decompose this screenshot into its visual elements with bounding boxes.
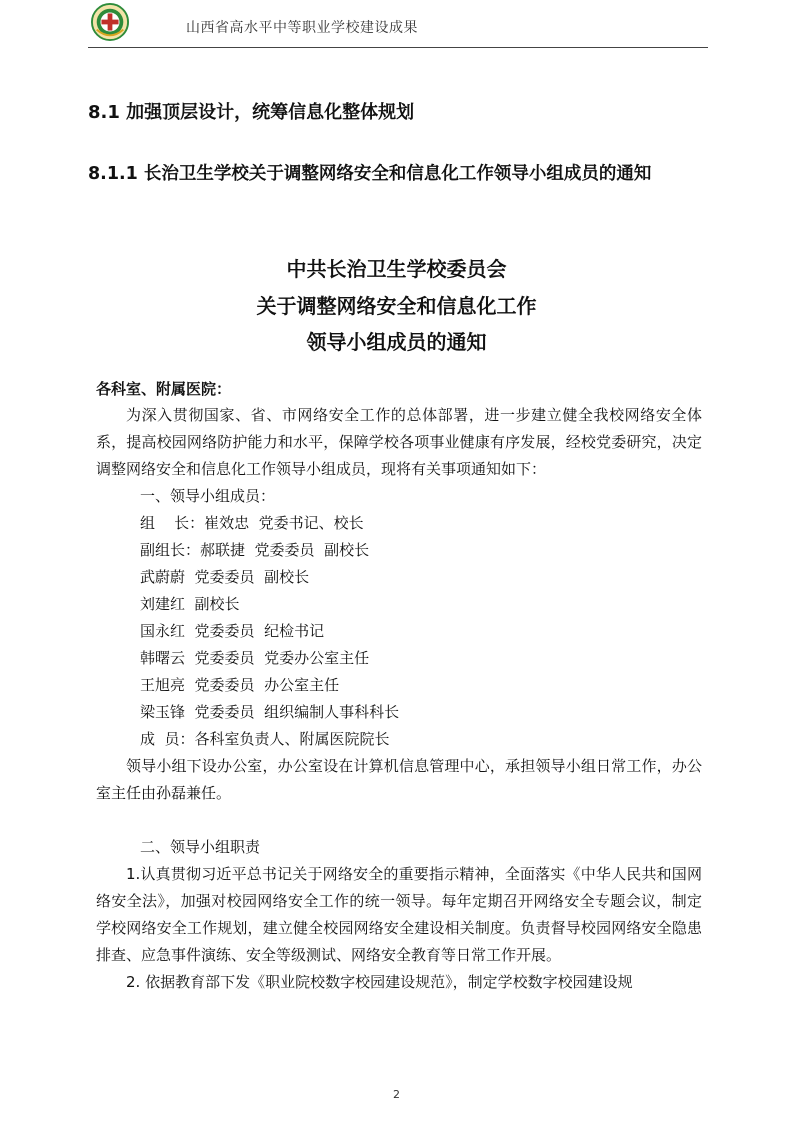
duty-1-paragraph: 1.认真贯彻习近平总书记关于网络安全的重要指示精神，全面落实《中华人民共和国网络安全法》，加强对校园网络安全工作的统一领导。每年定期召开网络安全专题会议，制定学校网络安全工作规划，建立健全校园网络安全建设相关制度。负责督导校园网络安全隐患排查、应急事件演练、安全等级测试、网络安全教育等日常工作开展。 — [96, 865, 702, 964]
section-2-title: 二、领导小组职责 — [140, 838, 261, 856]
member-line: 成 员：各科室负责人、附属医院院长 — [140, 730, 390, 748]
section-heading: 8.1 加强顶层设计，统筹信息化整体规划 — [88, 102, 415, 123]
member-line: 组 长：崔效忠 党委书记、校长 — [140, 514, 364, 532]
office-note-paragraph: 领导小组下设办公室，办公室设在计算机信息管理中心，承担领导小组日常工作，办公室主任由孙磊兼任。 — [96, 757, 702, 802]
page-number: 2 — [393, 1088, 400, 1101]
header-title: 山西省高水平中等职业学校建设成果 — [186, 20, 418, 36]
header-divider — [88, 47, 708, 48]
member-line: 刘建红 副校长 — [140, 595, 240, 613]
notice-title-line-2: 关于调整网络安全和信息化工作 — [256, 294, 537, 318]
member-line: 王旭亮 党委委员 办公室主任 — [140, 676, 340, 694]
intro-paragraph: 为深入贯彻国家、省、市网络安全工作的总体部署，进一步建立健全我校网络安全体系，提高校园网络防护能力和水平，保障学校各项事业健康有序发展，经校党委研究，决定调整网络安全和信息化工作领导小组成员，现将有关事项通知如下： — [96, 406, 702, 478]
section-1-title: 一、领导小组成员： — [140, 487, 276, 505]
member-line: 国永红 党委委员 纪检书记 — [140, 622, 325, 640]
salutation: 各科室、附属医院： — [96, 380, 232, 398]
notice-title-line-3: 领导小组成员的通知 — [306, 330, 487, 354]
member-line: 武蔚蔚 党委委员 副校长 — [140, 568, 310, 586]
notice-body — [96, 402, 702, 996]
notice-title-line-1: 中共长治卫生学校委员会 — [286, 257, 507, 281]
page-header — [0, 0, 793, 52]
member-line: 梁玉锋 党委委员 组织编制人事科科长 — [140, 703, 400, 721]
duty-2-paragraph: 2. 依据教育部下发《职业院校数字校园建设规范》，制定学校数字校园建设规 — [126, 973, 633, 991]
paragraph-spacer — [96, 807, 702, 834]
member-line: 副组长：郝联捷 党委委员 副校长 — [140, 541, 370, 559]
member-line: 韩曙云 党委委员 党委办公室主任 — [140, 649, 370, 667]
school-emblem-icon — [91, 3, 129, 41]
section-subheading: 8.1.1 长治卫生学校关于调整网络安全和信息化工作领导小组成员的通知 — [88, 164, 652, 184]
